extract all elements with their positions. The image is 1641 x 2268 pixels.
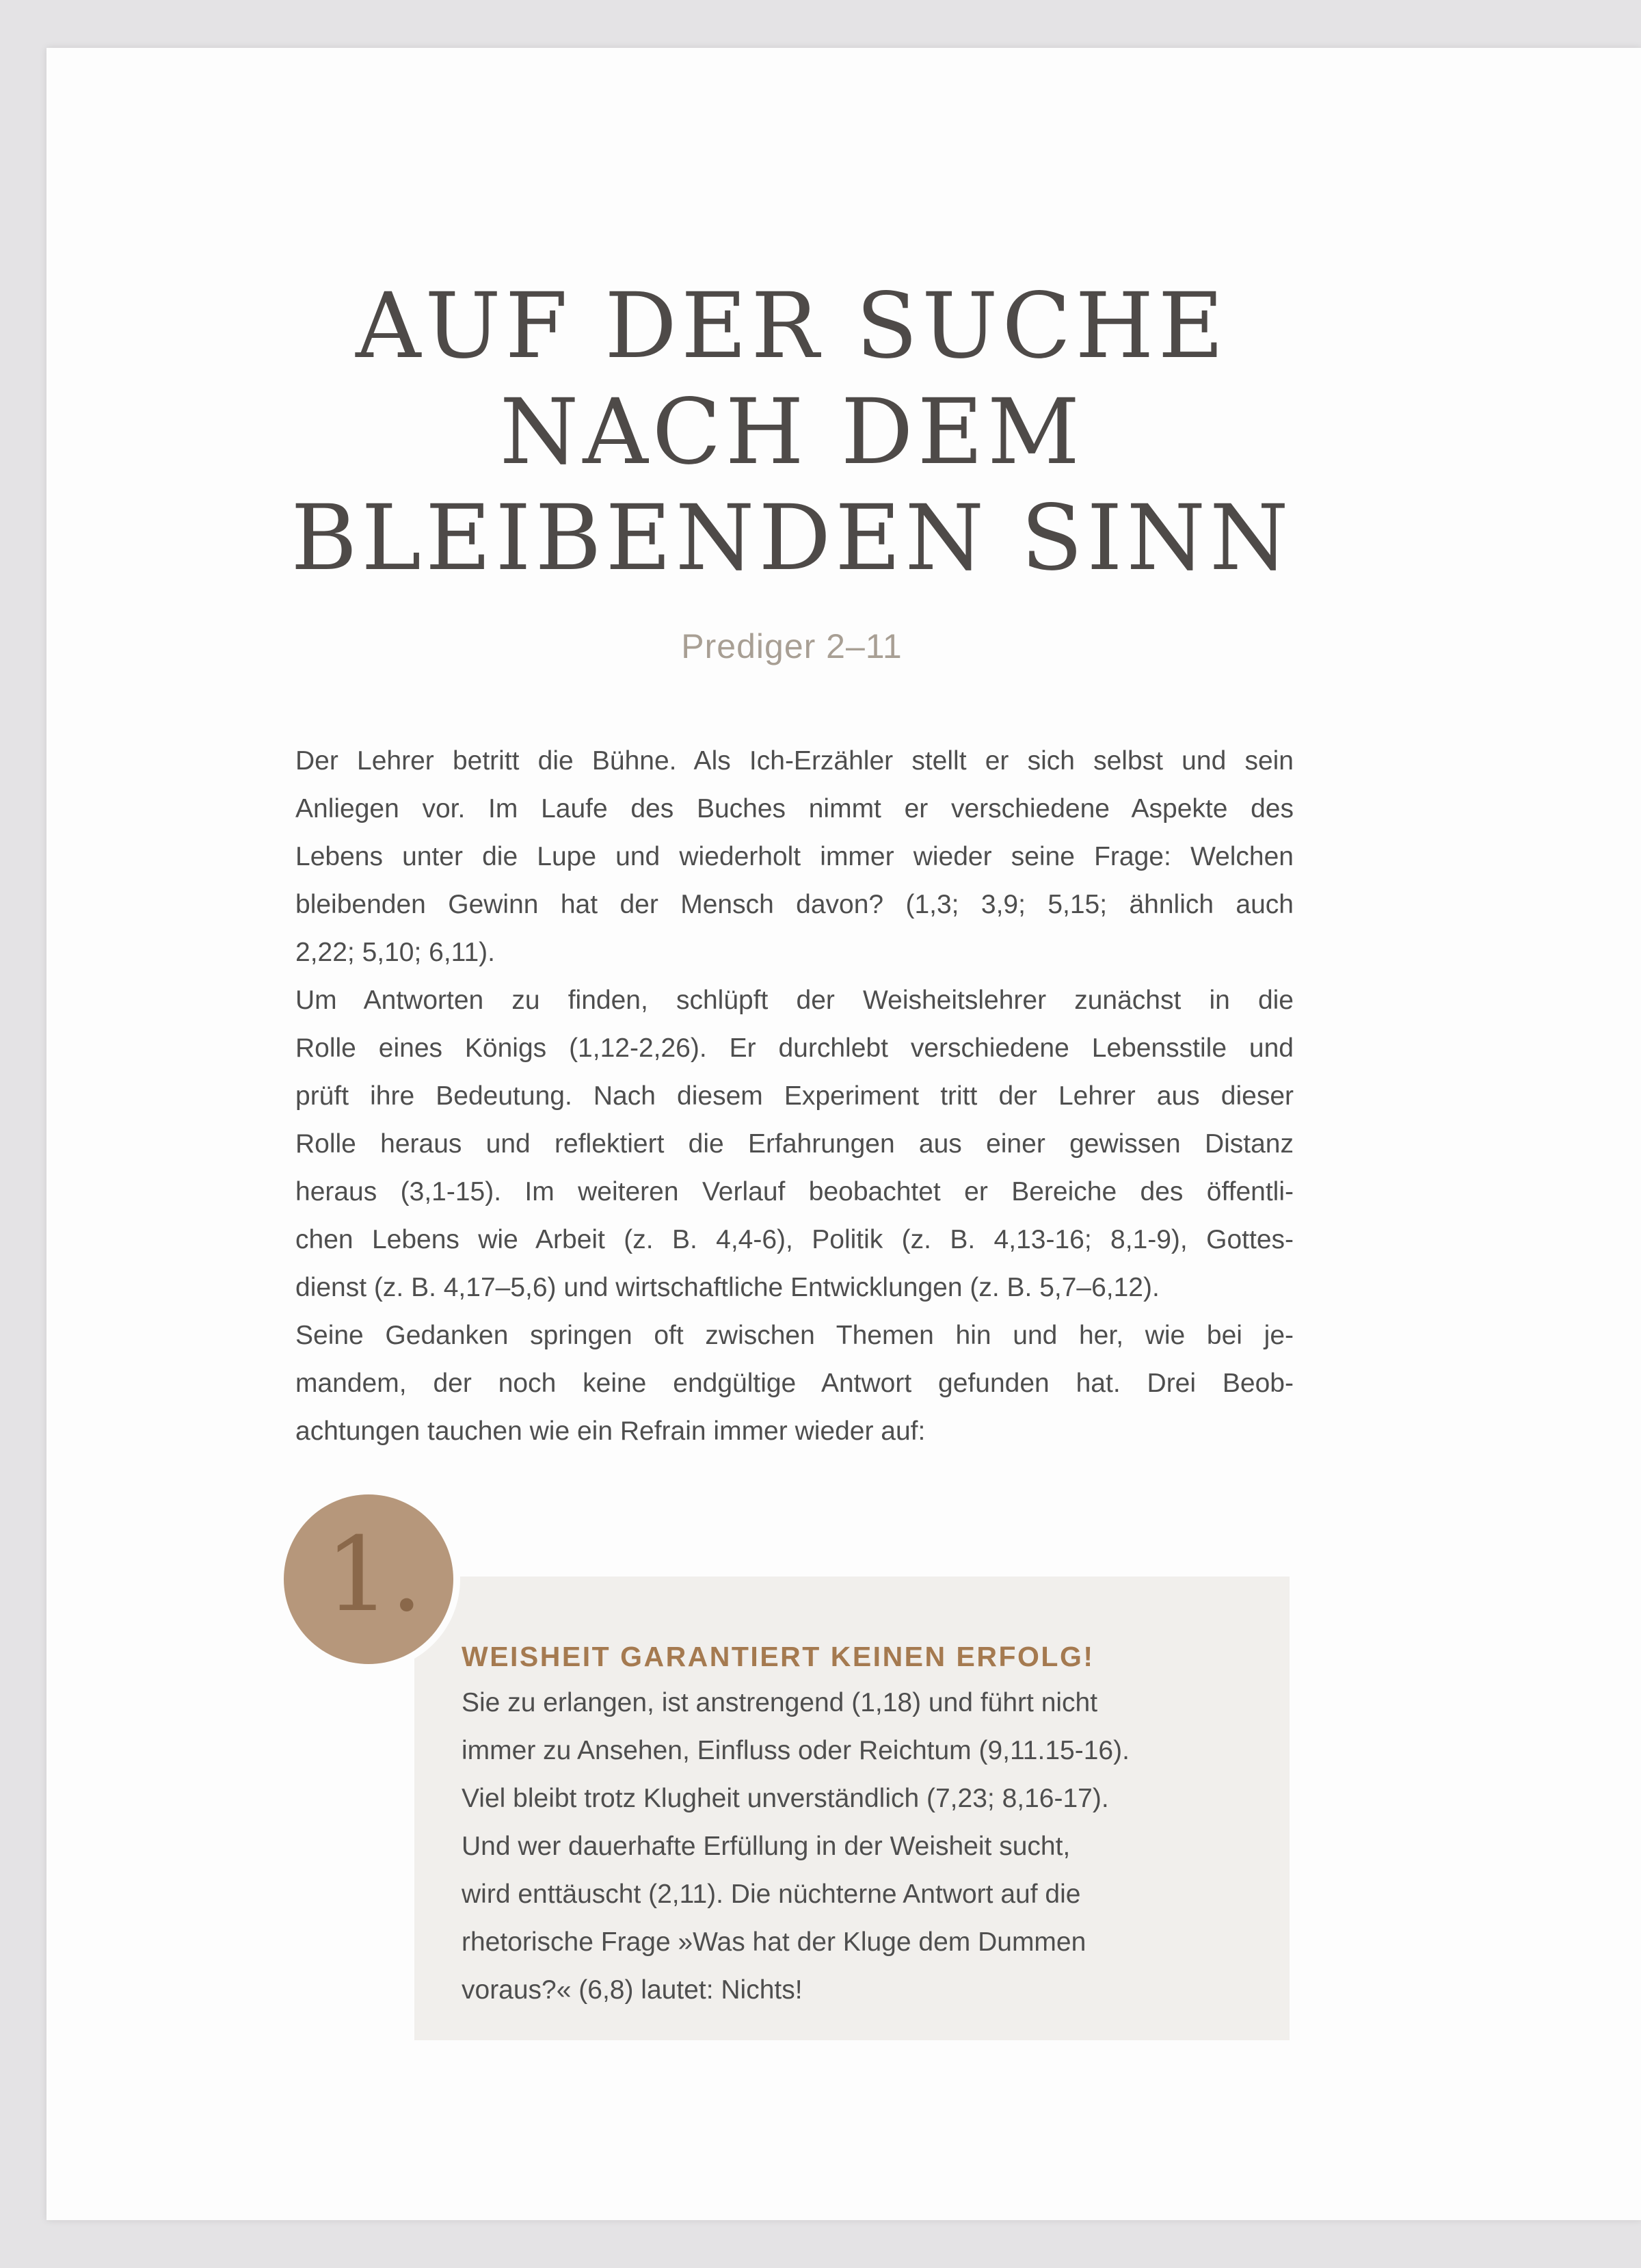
text-line: prüft ihre Bedeutung. Nach diesem Experiment tritt der Lehrer aus dieser (295, 1081, 1294, 1111)
callout-text-line: wird enttäuscht (2,11). Die nüchterne Antwort auf die (462, 1880, 1081, 1909)
callout-heading: WEISHEIT GARANTIERT KEINEN ERFOLG! (462, 1641, 1095, 1672)
page-title-line: BLEIBENDEN SINN (291, 486, 1293, 591)
text-line: Der Lehrer betritt die Bühne. Als Ich-Erzähler stellt er sich selbst und sein (295, 746, 1294, 776)
intro-paragraph (295, 977, 1294, 1312)
book-page (46, 48, 1641, 2220)
text-line: achtungen tauchen wie ein Refrain immer wieder auf: (295, 1416, 926, 1446)
text-line: Um Antworten zu finden, schlüpft der Weisheitslehrer zunächst in die (295, 986, 1294, 1015)
text-line: heraus (3,1-15). Im weiteren Verlauf beobachtet er Bereiche des öffentli- (295, 1177, 1294, 1206)
step-number: 1. (325, 1516, 423, 1635)
page-title (224, 274, 1359, 592)
text-line: Seine Gedanken springen oft zwischen Themen hin und her, wie bei je- (295, 1321, 1294, 1350)
text-line: bleibenden Gewinn hat der Mensch davon? (1,3; 3,9; 5,15; ähnlich auch (295, 890, 1294, 919)
intro-paragraph (295, 1312, 1294, 1455)
text-line: Anliegen vor. Im Laufe des Buches nimmt er verschiedene Aspekte des (295, 794, 1294, 823)
callout-box (414, 1577, 1290, 2040)
text-line: chen Lebens wie Arbeit (z. B. 4,4-6), Politik (z. B. 4,13-16; 8,1-9), Gottes- (295, 1225, 1294, 1254)
page-title-line: AUF DER SUCHE (356, 274, 1228, 379)
text-line: 2,22; 5,10; 6,11). (295, 938, 495, 967)
callout-text-line: voraus?« (6,8) lautet: Nichts! (462, 1975, 803, 2005)
text-line: dienst (z. B. 4,17–5,6) und wirtschaftliche Entwicklungen (z. B. 5,7–6,12). (295, 1273, 1160, 1302)
text-line: Rolle heraus und reflektiert die Erfahrungen aus einer gewissen Distanz (295, 1129, 1294, 1159)
text-line: mandem, der noch keine endgültige Antwort gefunden hat. Drei Beob- (295, 1369, 1294, 1398)
page-subtitle: Prediger 2–11 (681, 627, 903, 665)
callout-text-line: immer zu Ansehen, Einfluss oder Reichtum (9,11.15-16). (462, 1736, 1130, 1765)
intro-text (295, 737, 1294, 1455)
callout-text-line: rhetorische Frage »Was hat der Kluge dem Dummen (462, 1927, 1086, 1957)
text-line: Rolle eines Königs (1,12-2,26). Er durchlebt verschiedene Lebensstile und (295, 1033, 1294, 1063)
callout-text-line: Sie zu erlangen, ist anstrengend (1,18) und führt nicht (462, 1688, 1098, 1717)
callout-text-line: Viel bleibt trotz Klugheit unverständlich (7,23; 8,16-17). (462, 1784, 1109, 1813)
text-line: Lebens unter die Lupe und wiederholt immer wieder seine Frage: Welchen (295, 842, 1294, 871)
intro-paragraph (295, 737, 1294, 977)
step-number-badge (284, 1494, 453, 1664)
page-title-line: NACH DEM (499, 380, 1084, 485)
callout-text-line: Und wer dauerhafte Erfüllung in der Weisheit sucht, (462, 1832, 1071, 1861)
